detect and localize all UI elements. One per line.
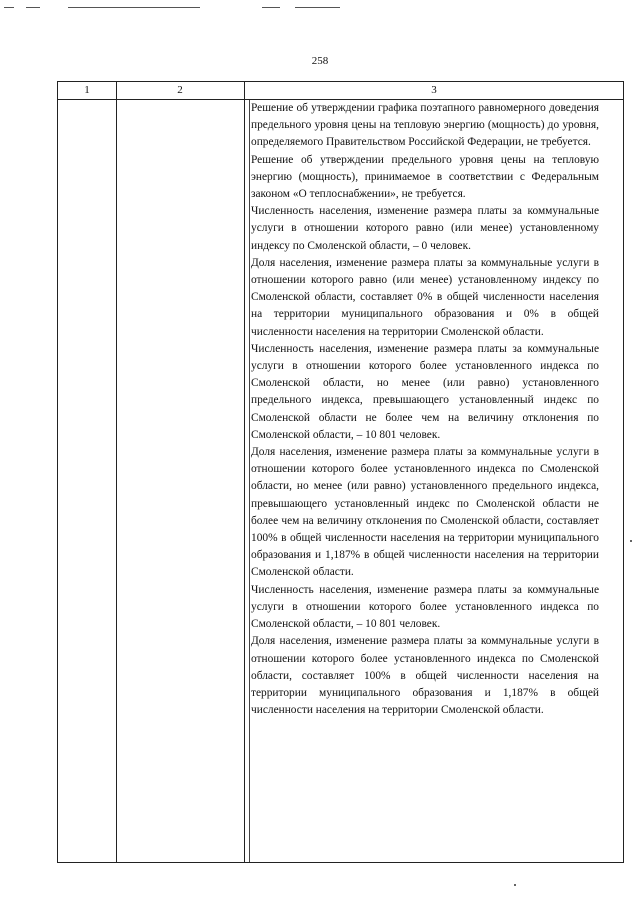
scan-speck [514, 884, 516, 886]
paragraph: Решение об утверждении графика поэтапного равномерного доведения предельного уровня цены на тепловую энергию (мощность) до уровня, определяемого Правительством Российской Федерации, не требуется. [251, 102, 599, 149]
scan-artifact-line [68, 7, 200, 8]
paragraph: Доля населения, изменение размера платы за коммунальные услуги в отношении которого равно (или менее) установленному индексу по Смоленской области, составляет 0% в общей численности населения на территории муниципального образования и 0% в общей численности населения на территории Смоленской области. [251, 256, 599, 338]
column-header-3: 3 [431, 84, 437, 96]
column-divider [244, 82, 245, 862]
scan-artifact-line [26, 7, 40, 8]
column-divider-double [249, 100, 250, 862]
paragraph: Решение об утверждении предельного уровня цены на тепловую энергию (мощность), принимаемое в соответствии с Федеральным законом «О теплоснабжении», не требуется. [251, 153, 599, 201]
scan-artifact-line [4, 7, 14, 8]
column-3-cell [251, 100, 599, 719]
paragraph: Численность населения, изменение размера платы за коммунальные услуги в отношении которого более установленного индекса по Смоленской области, но менее (или равно) установленного предельного индекса, превышающего установленный индекс по Смоленской области не более чем на величину отклонения по Смоленской области, – 10 801 человек. [251, 342, 599, 441]
paragraph: Численность населения, изменение размера платы за коммунальные услуги в отношении которого более установленного индекса по Смоленской области, – 10 801 человек. [251, 583, 599, 631]
paragraph: Доля населения, изменение размера платы за коммунальные услуги в отношении которого более установленного индекса по Смоленской области, но менее (или равно) установленного предельного индекса, превышающего установленный индекс по Смоленской области не более чем на величину отклонения по Смоленской области, составляет 100% в общей численности населения на территории муниципального образования и 1,187% в общей численности населения на территории Смоленской области. [251, 446, 599, 579]
column-header-2: 2 [177, 84, 183, 96]
paragraph: Доля населения, изменение размера платы за коммунальные услуги в отношении которого более установленного индекса по Смоленской области, составляет 100% в общей численности населения на территории муниципального образования и 1,187% в общей численности населения на территории Смоленской области. [251, 635, 599, 717]
scan-artifact-line [262, 7, 280, 8]
page-number: 258 [311, 55, 329, 67]
data-table [57, 81, 624, 863]
scan-artifact-line [295, 7, 340, 8]
column-header-1: 1 [84, 84, 90, 96]
table-header-row [58, 82, 623, 100]
column-divider [116, 82, 117, 862]
paragraph: Численность населения, изменение размера платы за коммунальные услуги в отношении которого равно (или менее) установленному индексу по Смоленской области, – 0 человек. [251, 205, 599, 252]
scan-speck [630, 540, 632, 542]
